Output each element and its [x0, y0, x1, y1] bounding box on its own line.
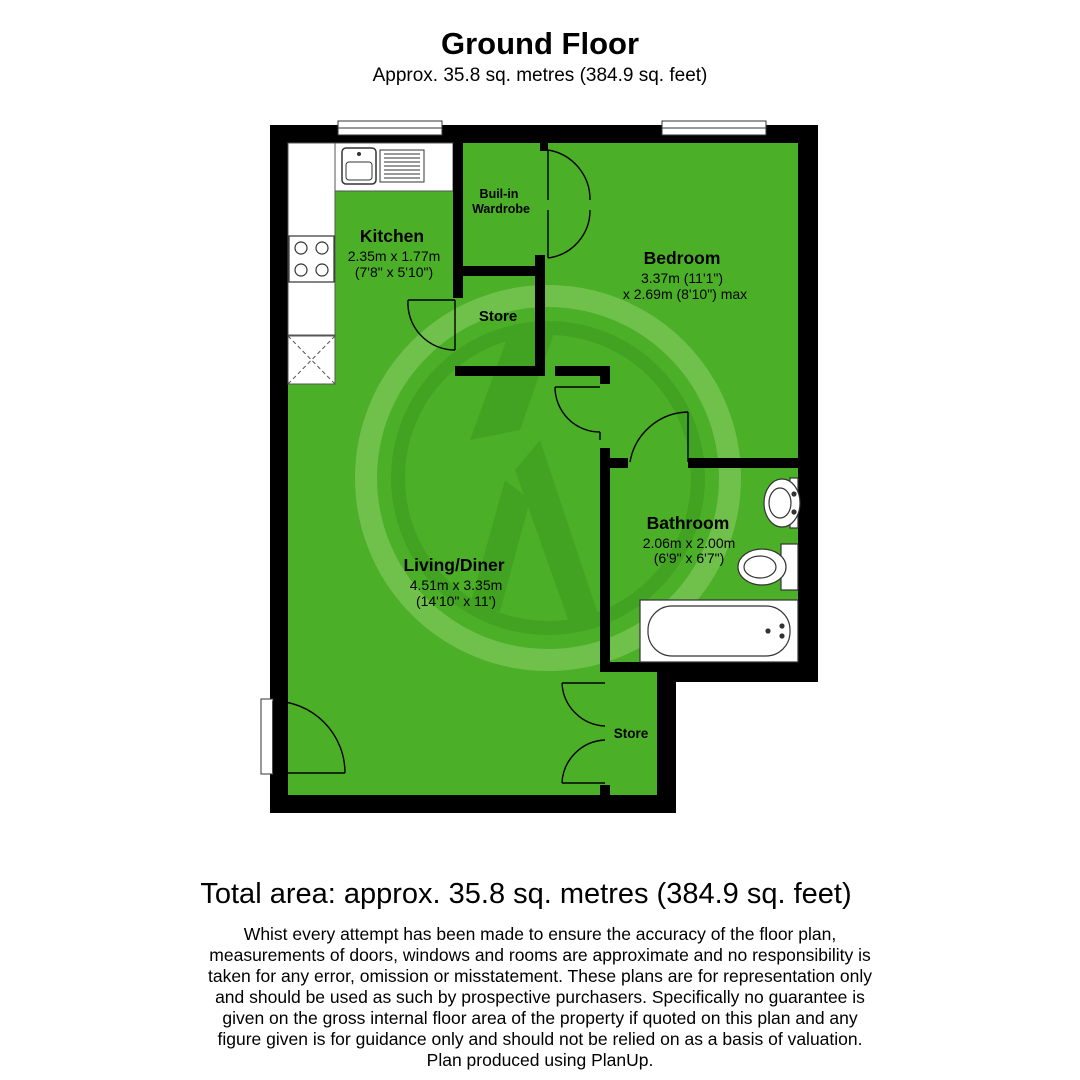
- drainer-icon: [380, 150, 424, 182]
- bath-icon: [640, 600, 798, 662]
- kitchen-label: Kitchen: [359, 226, 425, 246]
- window-kitchen: [338, 121, 442, 135]
- disclaimer-line: given on the gross internal floor area of the property if quoted on this plan and any: [222, 1008, 858, 1028]
- store-lower-label: Store: [613, 726, 649, 741]
- bathroom-dim-imperial: (6'9" x 6'7"): [653, 550, 725, 566]
- hob-icon: [289, 236, 334, 282]
- wardrobe-label-line1: Buil-in: [479, 187, 519, 201]
- bedroom-dim-line1: 3.37m (11'1"): [640, 270, 724, 286]
- bathroom-label: Bathroom: [646, 513, 730, 533]
- front-door-frame: [261, 699, 273, 774]
- total-area: Total area: approx. 35.8 sq. metres (384.9 sq. feet): [200, 878, 852, 910]
- disclaimer: [180, 924, 900, 1071]
- bedroom-label: Bedroom: [643, 248, 721, 268]
- living-label: Living/Diner: [403, 555, 505, 575]
- disclaimer-line: Whist every attempt has been made to ensure the accuracy of the floor plan,: [243, 924, 837, 944]
- washbasin-icon: [764, 478, 800, 528]
- disclaimer-line: figure given is for guidance only and should not be relied on as a basis of valuation.: [217, 1029, 863, 1049]
- window-bedroom: [662, 121, 766, 135]
- kitchen-dim-metric: 2.35m x 1.77m: [347, 248, 441, 264]
- bathroom-dim-metric: 2.06m x 2.00m: [642, 535, 736, 551]
- store-upper-label: Store: [478, 308, 518, 325]
- bedroom-dim-line2: x 2.69m (8'10") max: [622, 286, 748, 302]
- floor-area-subtitle: Approx. 35.8 sq. metres (384.9 sq. feet): [372, 65, 708, 86]
- disclaimer-line: and should be used as such by prospective purchasers. Specifically no guarantee is: [215, 987, 865, 1007]
- kitchen-dim-imperial: (7'8" x 5'10"): [354, 264, 434, 280]
- disclaimer-line: Plan produced using PlanUp.: [426, 1050, 654, 1070]
- cupboard-icon: [288, 336, 335, 384]
- disclaimer-line: measurements of doors, windows and rooms are approximate and no responsibility is: [209, 945, 871, 965]
- floor-title: Ground Floor: [440, 26, 640, 61]
- wardrobe-label-line2: Wardrobe: [472, 202, 530, 216]
- disclaimer-line: taken for any error, omission or misstatement. These plans are for representation only: [207, 966, 873, 986]
- living-dim-imperial: (14'10" x 11'): [415, 593, 497, 609]
- living-dim-metric: 4.51m x 3.35m: [409, 577, 503, 593]
